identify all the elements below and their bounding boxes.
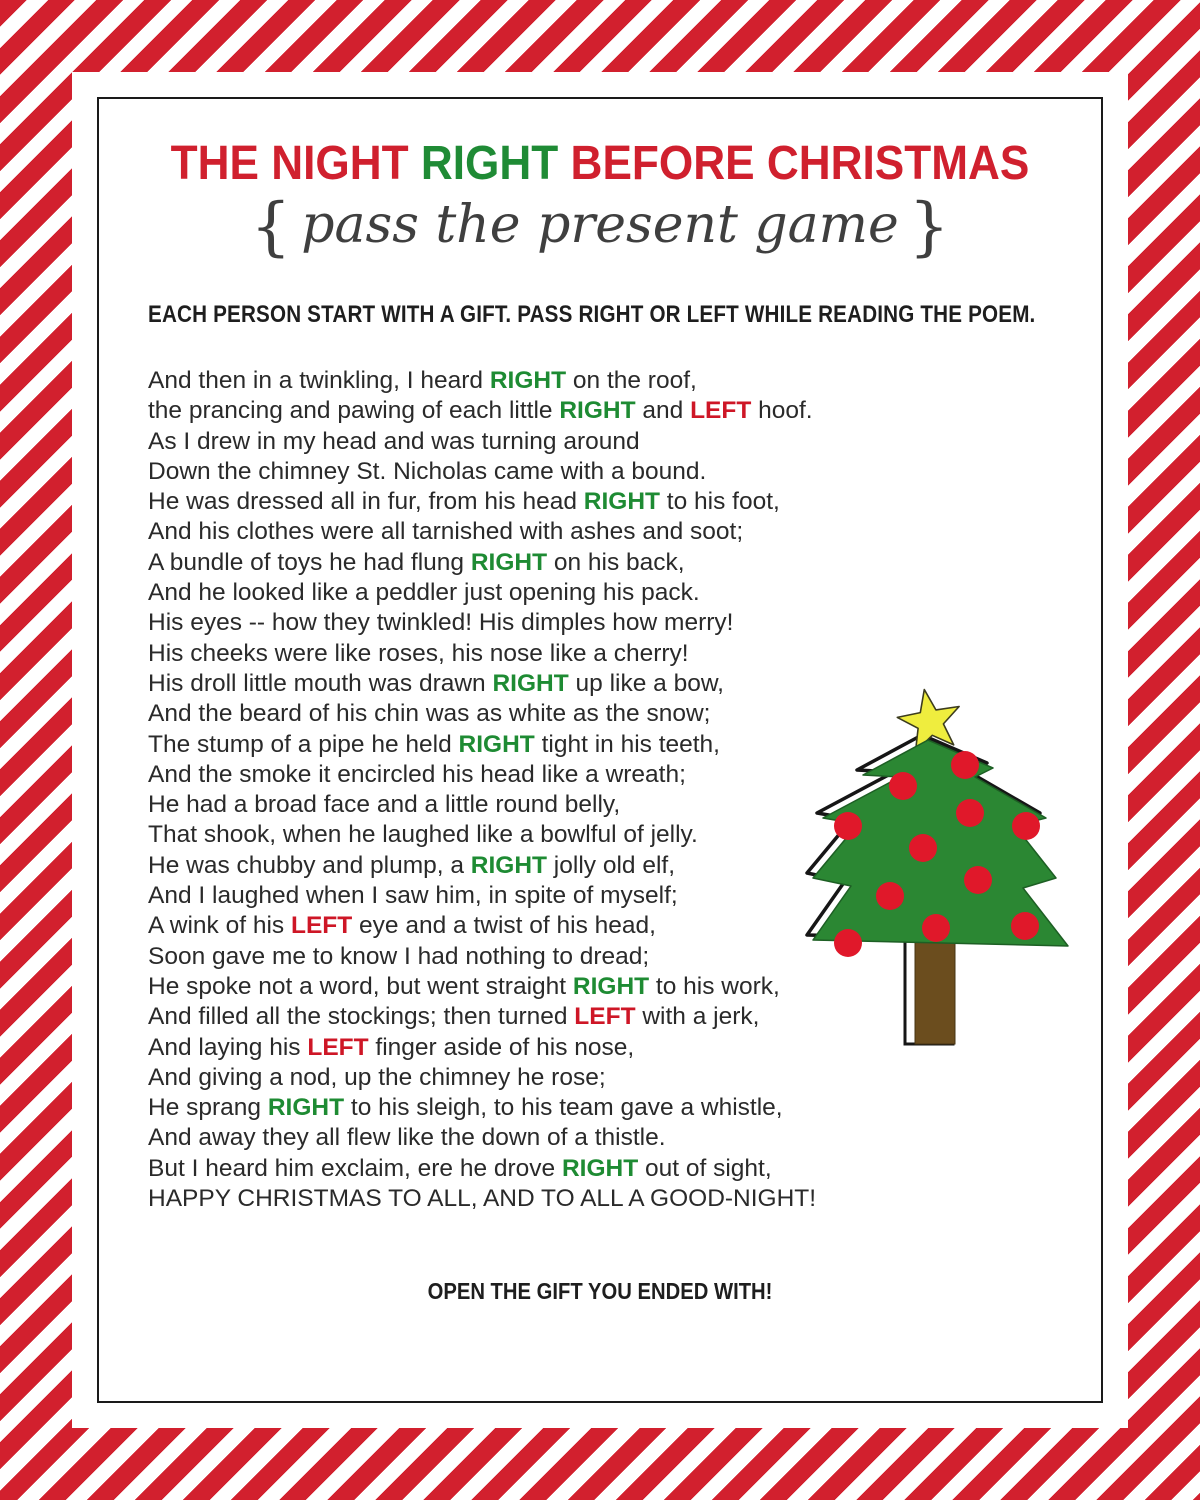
poem-text: And he looked like a peddler just opening his pack. xyxy=(148,579,700,607)
poem-text: And I laughed when I saw him, in spite of myself; xyxy=(148,882,678,910)
poem-text: And then in a twinkling, I heard xyxy=(148,367,490,394)
poem-text: finger aside of his nose, xyxy=(368,1033,635,1061)
poem-line xyxy=(148,851,816,881)
poem-text: He sprang xyxy=(148,1094,268,1122)
poem-word-right: RIGHT xyxy=(267,1094,345,1122)
poem-text: And giving a nod, up the chimney he rose; xyxy=(148,1063,606,1091)
tree-ornament xyxy=(876,882,904,910)
poem-text: eye and a twist of his head, xyxy=(352,912,656,940)
poem-text: He had a broad face and a little round belly, xyxy=(148,791,621,819)
title-text-green: RIGHT xyxy=(420,137,559,190)
poem-line xyxy=(148,1184,816,1214)
poem-line xyxy=(148,1154,816,1184)
instructions-line: EACH PERSON START WITH A GIFT. PASS RIGHT OR LEFT WHILE READING THE POEM. xyxy=(148,301,1036,328)
poem-text: His eyes -- how they twinkled! His dimples how merry! xyxy=(148,609,734,637)
poem-word-right: RIGHT xyxy=(492,669,569,697)
poem-line xyxy=(148,396,816,426)
poem-text: And the beard of his chin was as white as the snow; xyxy=(148,700,711,728)
poem-line xyxy=(148,699,816,729)
poem-line xyxy=(148,608,816,638)
tree-ornament xyxy=(834,929,862,957)
poem-text: out of sight, xyxy=(638,1154,772,1182)
poem-text: And laying his xyxy=(148,1033,308,1061)
poem-word-right: RIGHT xyxy=(583,488,660,516)
poem-line xyxy=(148,517,816,547)
poem-text: up like a bow, xyxy=(568,669,724,697)
subtitle-text: pass the present game xyxy=(301,195,899,255)
poem-text: He was chubby and plump, a xyxy=(148,851,471,879)
poem-line xyxy=(148,790,816,820)
footer-line: OPEN THE GIFT YOU ENDED WITH! xyxy=(427,1278,773,1304)
poem-text: on his back, xyxy=(547,548,685,576)
poem-text: on the roof, xyxy=(566,367,697,394)
poem-text: He spoke not a word, but went straight xyxy=(148,972,573,1000)
poem-line xyxy=(148,457,816,487)
poem-text: to his sleigh, to his team gave a whistle, xyxy=(344,1094,783,1122)
poem-line xyxy=(148,1002,816,1032)
poem-word-left: LEFT xyxy=(574,1003,636,1031)
poem-word-right: RIGHT xyxy=(458,730,535,758)
poem-text: and xyxy=(635,397,691,425)
poem-line xyxy=(148,820,816,850)
poem-line xyxy=(148,639,816,669)
poem-line xyxy=(148,942,816,972)
poem-text: The stump of a pipe he held xyxy=(148,730,459,758)
subtitle-script xyxy=(0,186,1200,269)
tree-ornament xyxy=(951,751,979,779)
tree-ornament xyxy=(909,834,937,862)
poem-line xyxy=(148,1093,816,1123)
poem-text: And the smoke it encircled his head like a wreath; xyxy=(148,760,686,788)
poem-text: Soon gave me to know I had nothing to dread; xyxy=(148,942,650,970)
poem-line xyxy=(148,911,816,941)
page-title xyxy=(48,137,1152,190)
poem-text: HAPPY CHRISTMAS TO ALL, AND TO ALL A GOOD-NIGHT! xyxy=(148,1185,817,1213)
tree-ornament xyxy=(956,799,984,827)
poem-text: His cheeks were like roses, his nose like a cherry! xyxy=(148,639,689,667)
poem-text: A bundle of toys he had flung xyxy=(148,548,471,576)
poem-text: tight in his teeth, xyxy=(534,730,720,758)
poem-text: His droll little mouth was drawn xyxy=(148,669,493,697)
tree-ornament xyxy=(889,772,917,800)
poem-line xyxy=(148,487,816,517)
poem-text: He was dressed all in fur, from his head xyxy=(148,488,584,516)
poem-text: But I heard him exclaim, ere he drove xyxy=(148,1154,562,1182)
subtitle-close-brace: } xyxy=(908,190,950,264)
poem-text: to his work, xyxy=(649,972,780,1000)
poem-word-left: LEFT xyxy=(290,912,353,940)
title-text-red-1: THE NIGHT xyxy=(170,137,421,190)
poem-text: As I drew in my head and was turning around xyxy=(148,427,640,455)
poem-text: And filled all the stockings; then turned xyxy=(148,1003,575,1031)
poem-line xyxy=(148,427,816,457)
poem-word-right: RIGHT xyxy=(489,367,567,394)
poem-text: with a jerk, xyxy=(635,1003,760,1031)
poem-word-right: RIGHT xyxy=(470,851,547,879)
poem-line xyxy=(148,1063,816,1093)
poem-text: A wink of his xyxy=(148,912,291,940)
poem-text: the prancing and pawing of each little xyxy=(148,397,560,425)
tree-ornament xyxy=(922,914,950,942)
poem-text: And away they all flew like the down of a thistle. xyxy=(148,1124,666,1152)
title-text-red-2: BEFORE CHRISTMAS xyxy=(558,137,1030,190)
poem-text: to his foot, xyxy=(659,488,780,516)
poem-word-left: LEFT xyxy=(690,397,752,425)
poem-line xyxy=(148,669,816,699)
poem-line xyxy=(148,730,816,760)
poem-word-right: RIGHT xyxy=(572,972,650,1000)
poem-line xyxy=(148,1123,816,1153)
christmas-tree-illustration xyxy=(803,678,1075,1070)
poem-text: jolly old elf, xyxy=(547,851,676,879)
poem-line xyxy=(148,972,816,1002)
poem-text: And his clothes were all tarnished with ashes and soot; xyxy=(148,518,744,546)
poem-line xyxy=(148,578,816,608)
poem-word-right: RIGHT xyxy=(561,1154,639,1182)
poem-word-right: RIGHT xyxy=(559,397,636,425)
poem-text: Down the chimney St. Nicholas came with a bound. xyxy=(148,457,707,485)
poem xyxy=(148,366,816,1214)
poem-line xyxy=(148,1033,816,1063)
poem-word-right: RIGHT xyxy=(470,548,548,576)
tree-ornament xyxy=(1011,912,1039,940)
poem-line xyxy=(148,548,816,578)
tree-ornament xyxy=(834,812,862,840)
poem-line xyxy=(148,881,816,911)
poem-text: That shook, when he laughed like a bowlful of jelly. xyxy=(148,821,698,849)
tree-ornament xyxy=(964,866,992,894)
poem-word-left: LEFT xyxy=(307,1033,369,1061)
poem-line xyxy=(148,366,816,396)
subtitle-open-brace: { xyxy=(250,190,292,264)
poem-line xyxy=(148,760,816,790)
poem-text: hoof. xyxy=(751,397,813,425)
tree-ornament xyxy=(1012,812,1040,840)
